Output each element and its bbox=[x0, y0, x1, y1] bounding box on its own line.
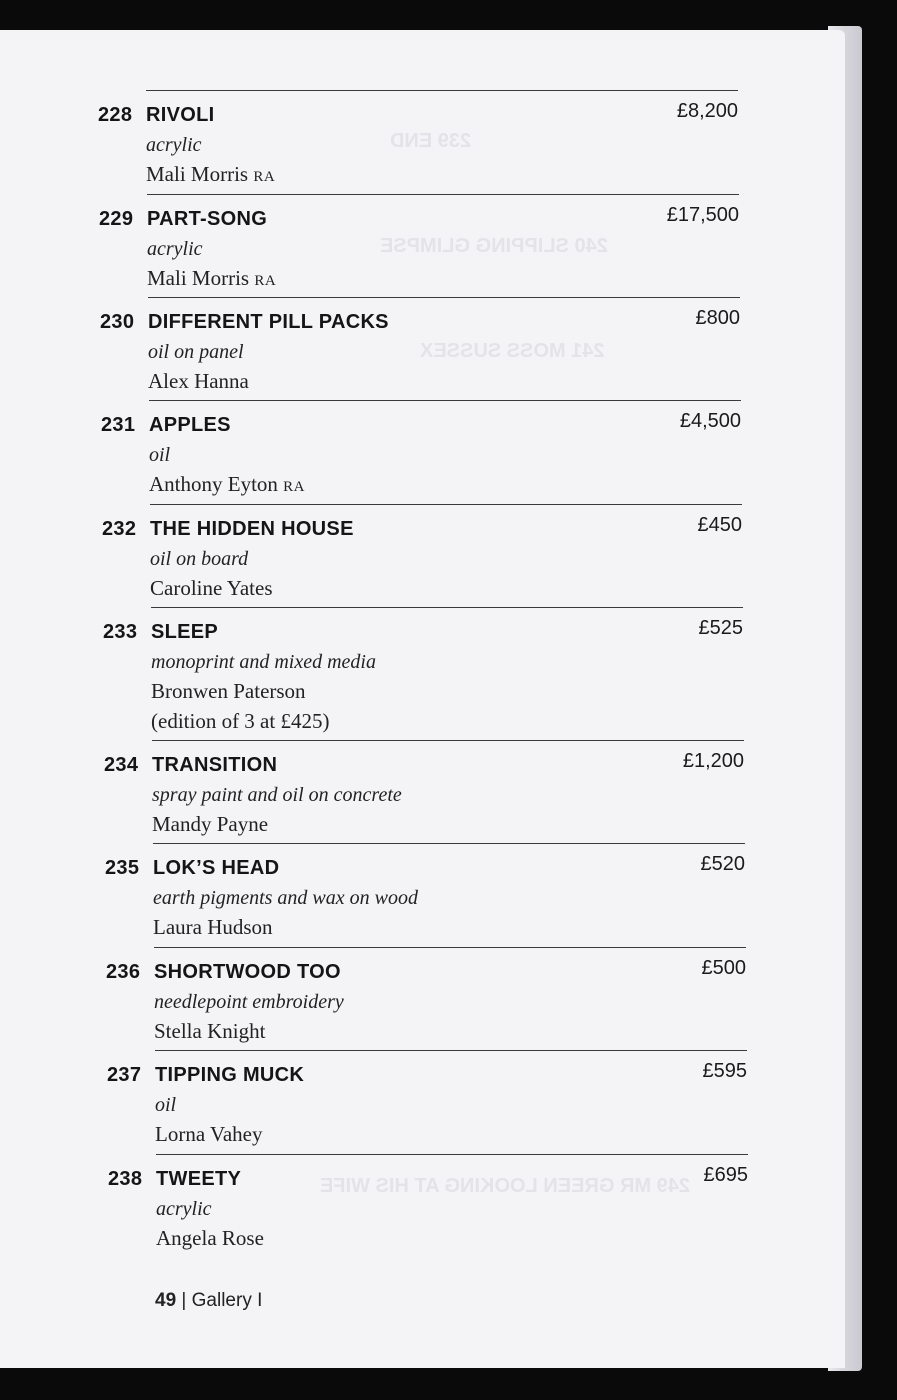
entry-heading bbox=[103, 621, 218, 644]
entry-title: DIFFERENT PILL PACKS bbox=[148, 311, 389, 333]
entry-artist bbox=[154, 1019, 265, 1044]
entry-artist bbox=[146, 162, 275, 187]
entry-number: 231 bbox=[101, 414, 136, 436]
entry-price: £500 bbox=[701, 957, 746, 979]
entry-title: SLEEP bbox=[151, 621, 219, 643]
edition-note: (edition of 3 at £425) bbox=[151, 709, 330, 733]
footer-separator: | bbox=[181, 1290, 187, 1311]
entry-heading bbox=[107, 1064, 304, 1087]
artist-name: Bronwen Paterson bbox=[151, 679, 306, 703]
entry-number: 233 bbox=[103, 621, 138, 643]
entry-heading bbox=[102, 518, 354, 541]
show-through: 249 MR GREEN LOOKING AT HIS WIFE bbox=[320, 1175, 691, 1197]
entry-medium: acrylic bbox=[147, 238, 203, 260]
ra-suffix: RA bbox=[283, 479, 306, 495]
entry-artist bbox=[151, 679, 306, 704]
entry-heading bbox=[106, 961, 341, 984]
divider bbox=[149, 400, 741, 401]
entry-medium: oil bbox=[155, 1094, 177, 1116]
entry-artist bbox=[148, 369, 249, 394]
catalogue-page bbox=[0, 30, 845, 1368]
page-number: 49 bbox=[155, 1290, 177, 1311]
artist-name: Mali Morris bbox=[146, 162, 249, 186]
entry-number: 228 bbox=[98, 104, 133, 126]
entry-number: 229 bbox=[99, 208, 134, 230]
entry-number: 237 bbox=[107, 1064, 142, 1086]
entry-artist bbox=[152, 812, 268, 837]
divider bbox=[155, 1050, 747, 1051]
entry-artist bbox=[147, 266, 276, 291]
entry-medium: earth pigments and wax on wood bbox=[153, 887, 418, 909]
entry-title: APPLES bbox=[149, 414, 231, 436]
entry-title: THE HIDDEN HOUSE bbox=[150, 518, 354, 540]
entry-number: 230 bbox=[100, 311, 135, 333]
entry-title: SHORTWOOD TOO bbox=[154, 961, 341, 983]
divider bbox=[152, 740, 744, 741]
ra-suffix: RA bbox=[253, 169, 276, 185]
divider bbox=[148, 297, 740, 298]
entry-price: £520 bbox=[700, 853, 745, 875]
entry-price: £800 bbox=[695, 307, 740, 329]
artist-name: Anthony Eyton bbox=[149, 472, 278, 496]
artist-name: Mandy Payne bbox=[152, 812, 269, 836]
entry-artist bbox=[155, 1122, 263, 1147]
entry-medium: needlepoint embroidery bbox=[154, 991, 344, 1013]
entry-heading bbox=[108, 1168, 241, 1191]
entry-medium: acrylic bbox=[146, 134, 202, 156]
entry-price: £8,200 bbox=[676, 100, 738, 122]
entry-medium: oil on board bbox=[150, 548, 249, 570]
divider bbox=[154, 947, 746, 948]
show-through: 241 MOSS SUSSEX bbox=[420, 340, 605, 362]
entry-title: PART-SONG bbox=[147, 208, 268, 230]
entry-number: 235 bbox=[105, 857, 140, 879]
entry-medium: acrylic bbox=[156, 1198, 212, 1220]
artist-name: Caroline Yates bbox=[150, 576, 273, 600]
entry-price: £450 bbox=[697, 514, 742, 536]
divider bbox=[147, 194, 739, 195]
entry-artist bbox=[156, 1226, 264, 1251]
artist-name: Angela Rose bbox=[156, 1226, 264, 1250]
entry-title: RIVOLI bbox=[146, 104, 215, 126]
section-name: Gallery I bbox=[191, 1290, 263, 1311]
entry-heading bbox=[105, 857, 279, 880]
entry-price: £595 bbox=[702, 1060, 747, 1082]
divider bbox=[151, 607, 743, 608]
entry-artist bbox=[150, 576, 273, 601]
entry-heading bbox=[99, 208, 267, 231]
page-footer bbox=[155, 1290, 262, 1312]
entry-number: 234 bbox=[104, 754, 139, 776]
entry-heading bbox=[100, 311, 389, 334]
divider bbox=[156, 1154, 748, 1155]
entry-artist bbox=[149, 472, 305, 497]
entry-price: £1,200 bbox=[682, 750, 744, 772]
ra-suffix: RA bbox=[254, 273, 277, 289]
divider bbox=[150, 504, 742, 505]
artist-name: Laura Hudson bbox=[153, 915, 273, 939]
divider bbox=[153, 843, 745, 844]
entry-title: TIPPING MUCK bbox=[155, 1064, 305, 1086]
artist-name: Alex Hanna bbox=[148, 369, 249, 393]
entry-title: TWEETY bbox=[156, 1168, 242, 1190]
show-through: 239 END bbox=[390, 130, 472, 152]
artist-name: Mali Morris bbox=[147, 266, 250, 290]
entry-price: £4,500 bbox=[679, 410, 741, 432]
entry-medium: spray paint and oil on concrete bbox=[152, 784, 402, 806]
entry-heading bbox=[98, 104, 214, 127]
entry-medium: oil on panel bbox=[148, 341, 244, 363]
entry-number: 232 bbox=[102, 518, 137, 540]
entry-price: £525 bbox=[698, 617, 743, 639]
entry-title: LOK’S HEAD bbox=[153, 857, 280, 879]
entry-artist bbox=[153, 915, 273, 940]
entry-price: £695 bbox=[703, 1164, 748, 1186]
entry-heading bbox=[101, 414, 231, 437]
entry-heading bbox=[104, 754, 277, 777]
artist-name: Lorna Vahey bbox=[155, 1122, 263, 1146]
entry-medium: oil bbox=[149, 444, 171, 466]
entry-title: TRANSITION bbox=[152, 754, 278, 776]
entry-medium: monoprint and mixed media bbox=[151, 651, 376, 673]
entry-price: £17,500 bbox=[666, 204, 739, 226]
artist-name: Stella Knight bbox=[154, 1019, 266, 1043]
show-through: 240 SLIPPING GLIMPSE bbox=[380, 235, 608, 257]
entry-number: 238 bbox=[108, 1168, 143, 1190]
entry-number: 236 bbox=[106, 961, 141, 983]
divider bbox=[146, 90, 738, 91]
